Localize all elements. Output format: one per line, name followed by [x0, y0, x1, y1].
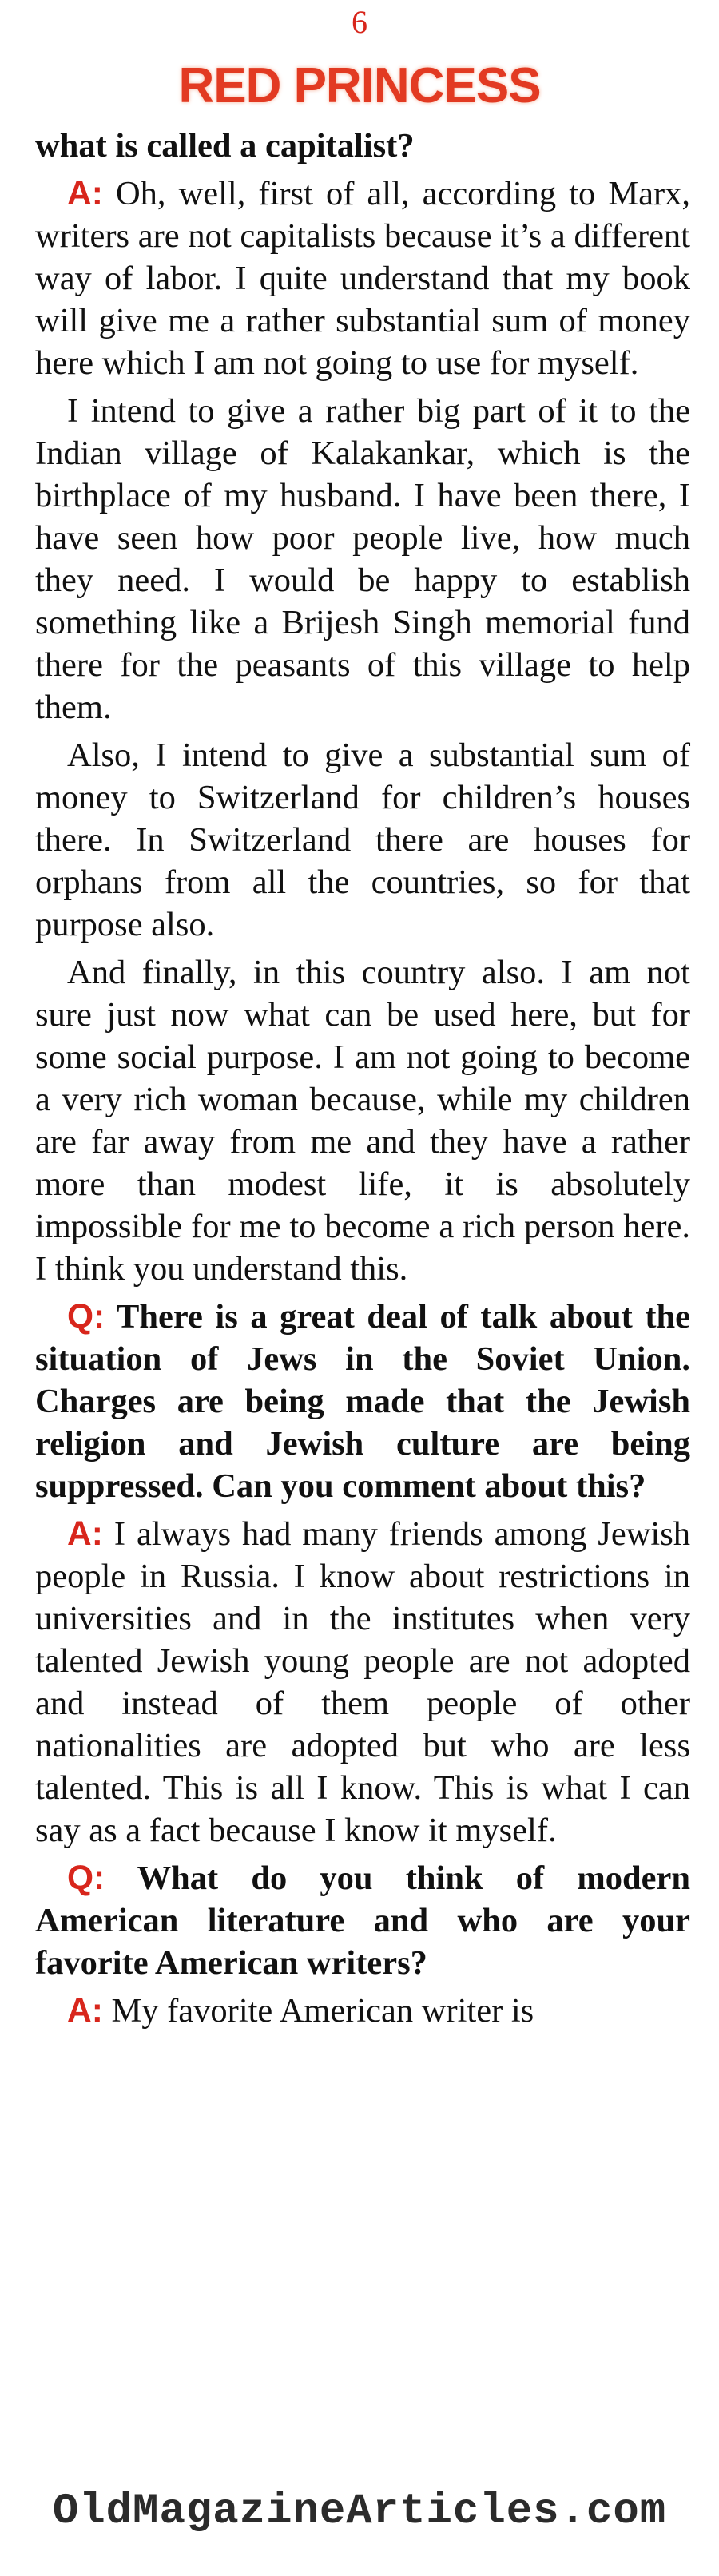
- site-watermark: OldMagazineArticles.com: [52, 2487, 667, 2536]
- answer-paragraph: [35, 1990, 690, 2032]
- answer-marker: A:: [67, 1515, 103, 1553]
- answer-text: Oh, well, first of all, according to Marx, writers are not capitalists because it’s a different way of labor. I quite understand that my book will give me a rather substantial sum of money here which I am not going to use for myself.: [35, 175, 691, 382]
- question-text: What do you think of modern American literature and who are your favorite American writers?: [35, 1860, 691, 1982]
- answer-marker: A:: [67, 1992, 103, 2030]
- question-text: There is a great deal of talk about the situation of Jews in the Soviet Union. Charges are being made that the Jewish religion and Jewish culture are being suppressed. Can you comment about this?: [35, 1298, 691, 1505]
- answer-paragraph: Also, I intend to give a substantial sum of money to Switzerland for children’s houses there. In Switzerland there are houses for orphans from all the countries, so for that purpose also.: [35, 736, 690, 943]
- article-body: [35, 125, 690, 2032]
- question-paragraph: [35, 1857, 690, 1984]
- page-number: 6: [352, 4, 367, 40]
- answer-paragraph: [35, 1513, 690, 1852]
- section-masthead: RED PRINCESS: [178, 58, 541, 113]
- question-marker: Q:: [67, 1860, 105, 1897]
- answer-paragraph: [35, 173, 690, 384]
- answer-text: I always had many friends among Jewish people in Russia. I know about restrictions in universities and in the institutes when very talented Jewish young people are not adopted and instead of them people of other nationalities are adopted but who are less talented. This is all I know. This is what I can say as a fact because I know it myself.: [35, 1515, 691, 1849]
- question-marker: Q:: [67, 1298, 105, 1336]
- question-continuation-text: what is called a capitalist?: [35, 127, 415, 165]
- answer-paragraph: And finally, in this country also. I am not sure just now what can be used here, but for some social purpose. I am not going to become a very rich woman because, while my children are far away from me and they have a rather more than modest life, it is absolutely impossible for me to become a rich person here. I think you understand this.: [35, 954, 690, 1288]
- answer-paragraph: I intend to give a rather big part of it to the Indian village of Kalakankar, which is the birthplace of my husband. I have been there, I have seen how poor people live, how much they need. I would be happy to establish something like a Brijesh Singh memorial fund there for the peasants of this village to help them.: [35, 392, 690, 726]
- answer-text: My favorite American writer is: [111, 1992, 534, 2030]
- question-paragraph: [35, 1296, 690, 1507]
- question-continuation: [35, 125, 690, 167]
- answer-marker: A:: [67, 175, 103, 212]
